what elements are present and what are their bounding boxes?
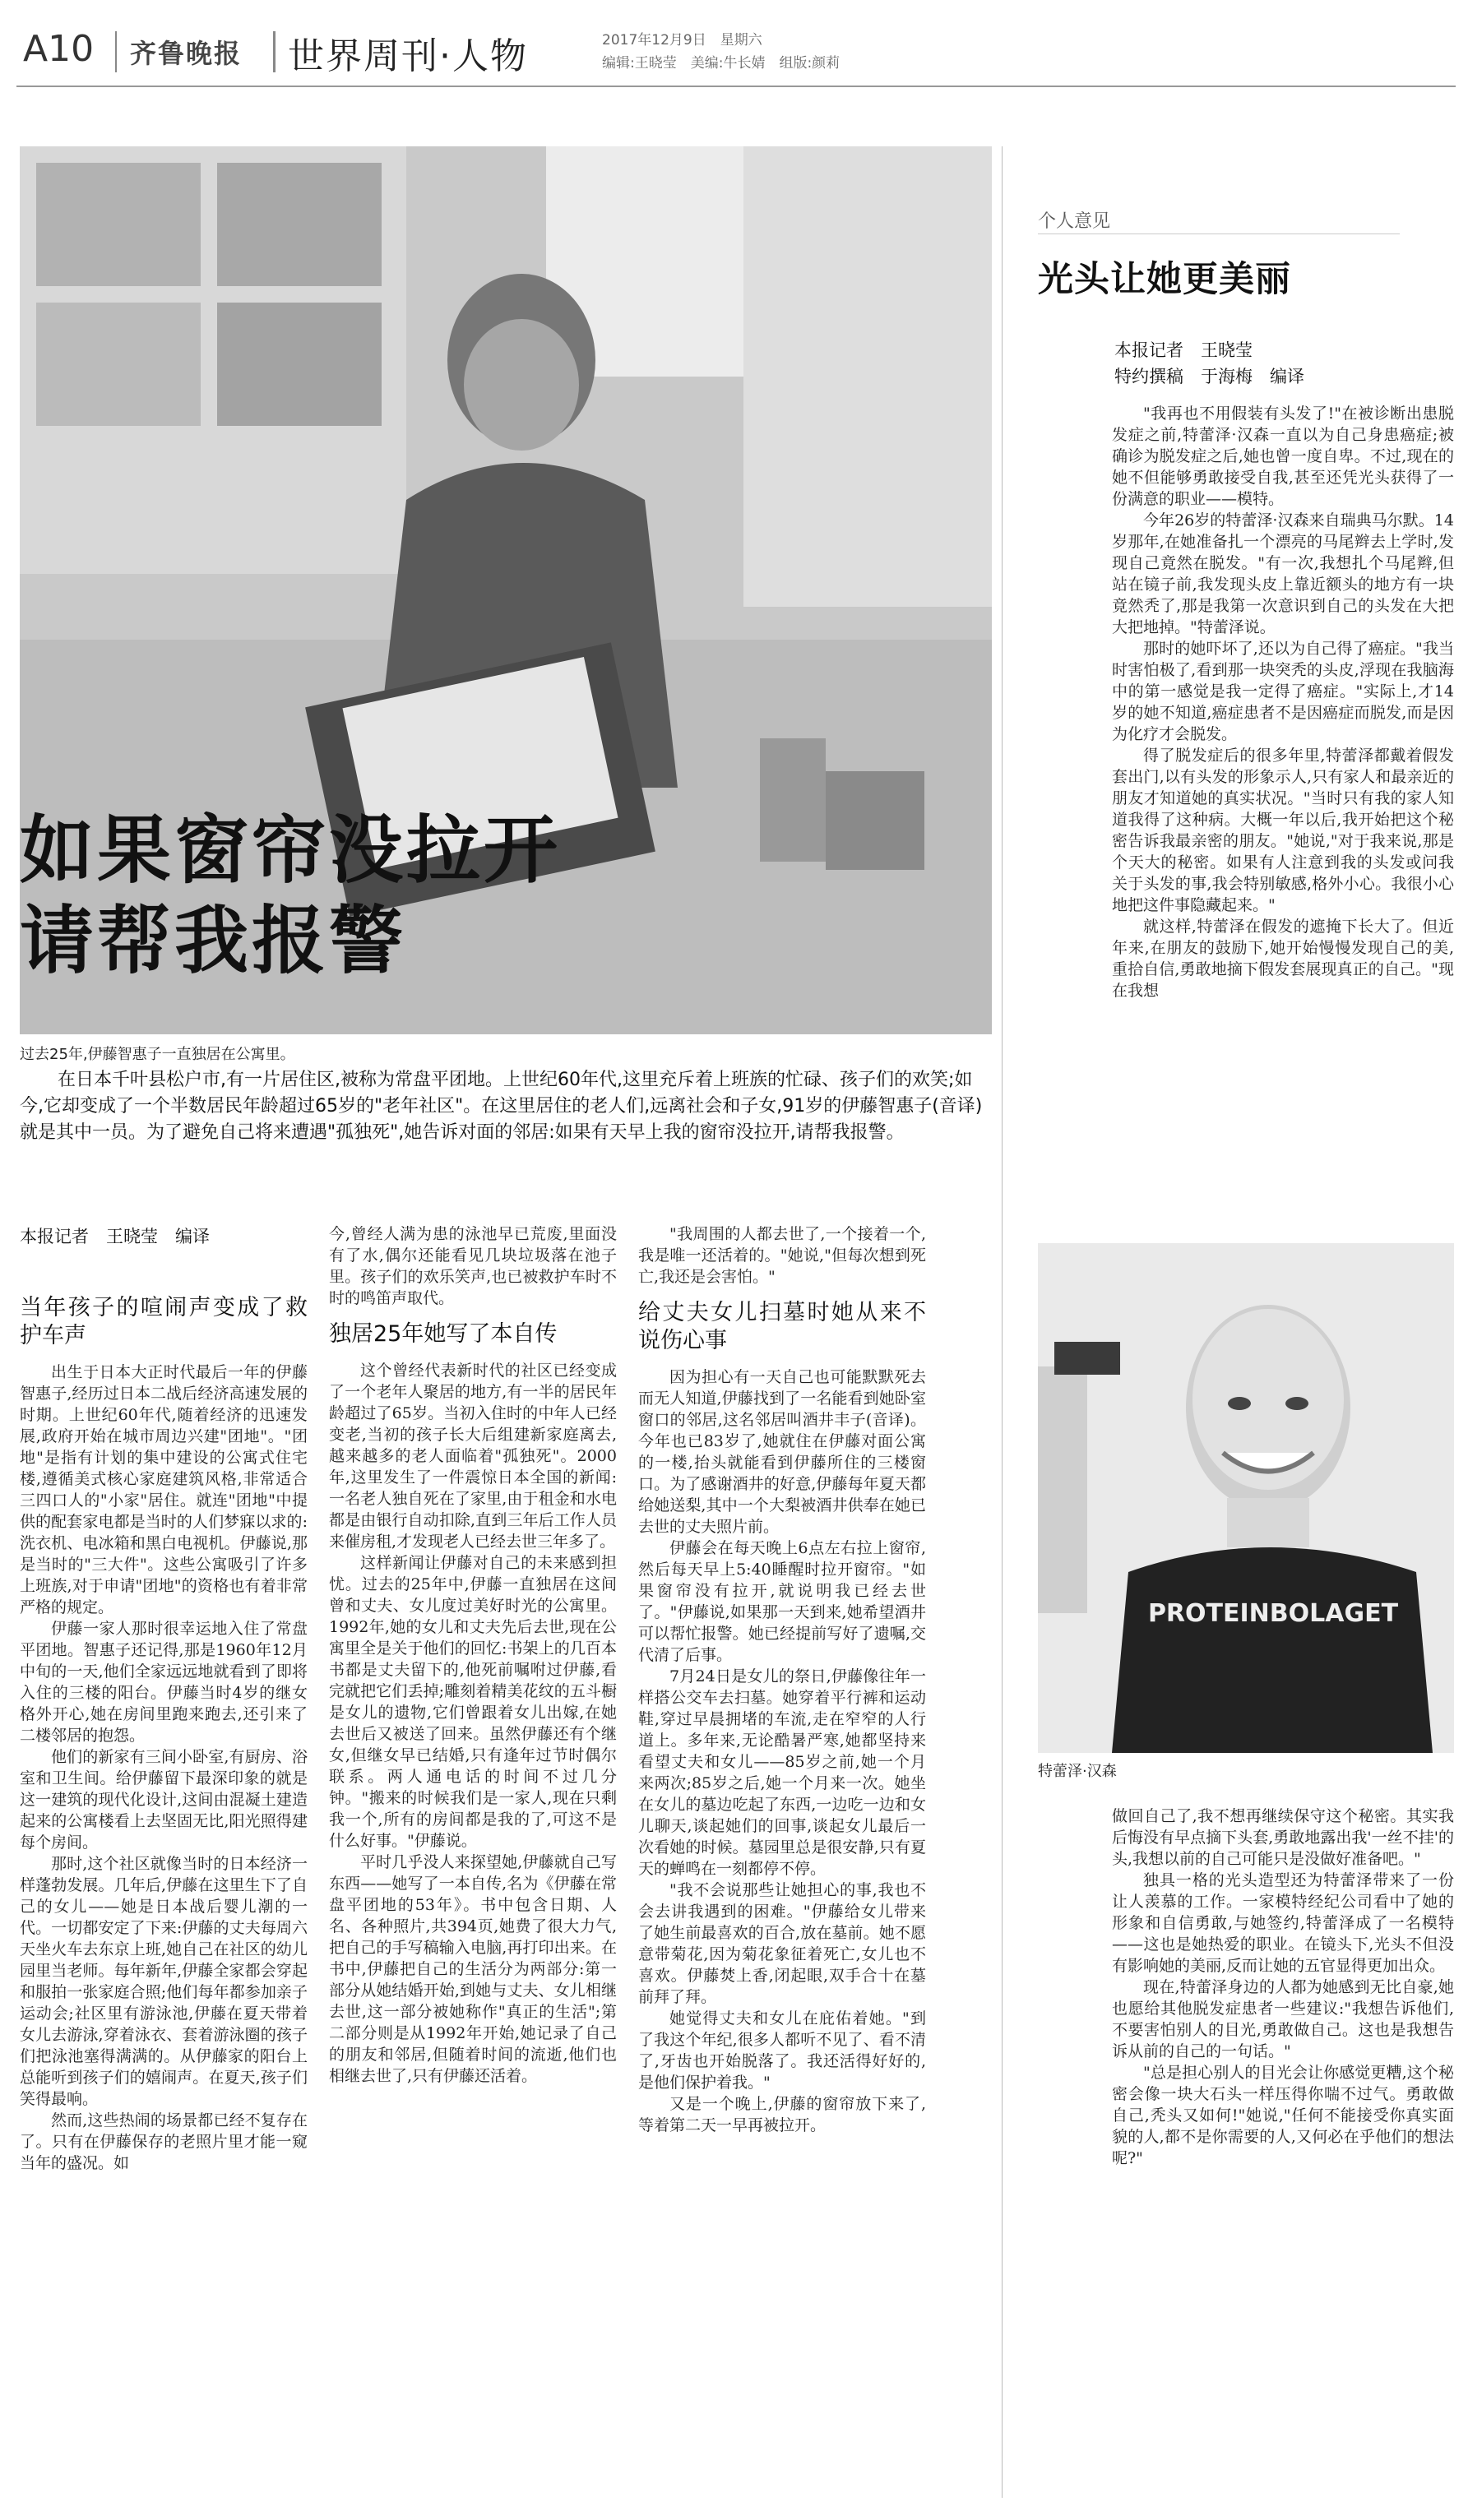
headline-line-1: 如果窗帘没拉开 [20,807,561,894]
paragraph: 出生于日本大正时代最后一年的伊藤智惠子,经历过日本二战后经济高速发展的时期。上世纪60年代,随着经济的迅速发展,政府开始在城市周边兴建"团地"。"团地"是指有计划的集中建设的公寓式住宅楼,遵循美式核心家庭建筑风格,非常适合三四口人的"小家"居住。就连"团地"中提供的配套家电都是当时的人们梦寐以求的:洗衣机、电冰箱和黑白电视机。伊藤说,那是当时的"三大件"。这些公寓吸引了许多上班族,对于申请"团地"的资格也有着非常严格的规定。 [20,1363,308,1616]
photo-caption: 特蕾泽·汉森 [1038,1763,1117,1780]
issue-date: 2017年12月9日 星期六 [602,32,762,49]
opinion-label: 个人意见 [1038,211,1111,232]
shirt-text: PROTEINBOLAGET [1147,1599,1399,1628]
paragraph: 做回自己了,我不想再继续保守这个秘密。其实我后悔没有早点摘下头套,勇敢地露出我'一丝不挂'的头,我想以前的自己可能只是没做好准备吧。" [1112,1807,1454,1868]
paragraph: 这个曾经代表新时代的社区已经变成了一个老年人聚居的地方,有一半的居民年龄超过了65岁。当初入住时的中年人已经变老,当初的孩子长大后组建新家庭离去,越来越多的老人面临着"孤独死"。2000年,这里发生了一件震惊日本全国的新闻:一名老人独自死在了家里,由于租金和水电都是由银行自动扣除,直到三年后工作人员来催房租,才发现老人已经去世三年多了。 [329,1362,617,1551]
paragraph: 7月24日是女儿的祭日,伊藤像往年一样搭公交车去扫墓。她穿着平行裤和运动鞋,穿过早晨拥堵的车流,走在窄窄的人行道上。多年来,无论酷暑严寒,她都坚持来看望丈夫和女儿——85岁之前,她一个月来两次;85岁之后,她一个月来一次。她坐在女儿的墓边吃起了东西,一边吃一边和女儿聊天,谈起她们的回事,谈起女儿最后一次看她的时候。墓园里总是很安静,只有夏天的蝉鸣在一刻都停不停。 [638,1667,926,1878]
paragraph: 平时几乎没人来探望她,伊藤就自己写东西——她写了一本自传,名为《伊藤在常盘平团地的53年》。书中包含日期、人名、各种照片,共394页,她费了很大力气,把自己的手写稿输入电脑,再打印出来。在书中,伊藤把自己的生活分为两部分:第一部分从她结婚开始,到她与丈夫、女儿相继去世,这一部分被她称作"真正的生活";第二部分则是从1992年开始,她记录了自己的朋友和邻居,但随着时间的流逝,他们也相继去世了,只有伊藤还活着。 [329,1853,617,2085]
paragraph: 她觉得丈夫和女儿在庇佑着她。"到了我这个年纪,很多人都听不见了、看不清了,牙齿也开始脱落了。我还活得好好的,是他们保护着我。" [638,2009,926,2092]
article-column-1 [20,1283,308,2499]
article-column-3 [638,1223,926,2499]
paragraph: 他们的新家有三间小卧室,有厨房、浴室和卫生间。给伊藤留下最深印象的就是这一建筑的现代化设计,这间由混凝土建造起来的公寓楼看上去坚固无比,阳光照得建每个房间。 [20,1748,308,1852]
paragraph: 然而,这些热闹的场景都已经不复存在了。只有在伊藤保存的老照片里才能一窥当年的盛况。如 [20,2111,308,2172]
paragraph: 得了脱发症后的很多年里,特蕾泽都戴着假发套出门,以有头发的形象示人,只有家人和最亲近的朋友才知道她的真实状况。"当时只有我的家人知道我得了这种病。大概一年以后,我开始把这个秘密告诉我最亲密的朋友。"她说,"对于我来说,那是个天大的秘密。如果有人注意到我的头发或问我关于头发的事,我会特别敏感,格外小心。我很小心地把这件事隐藏起来。" [1112,747,1454,914]
paragraph: 那时,这个社区就像当时的日本经济一样蓬勃发展。几年后,伊藤在这里生下了自己的女儿——她是日本战后婴儿潮的一代。一切都安定了下来:伊藤的丈夫每周六天坐火车去东京上班,她自己在社区的幼儿园里当老师。每年新年,伊藤全家都会穿起和服拍一张家庭合照;他们每年都参加亲子运动会;社区里有游泳池,伊藤在夏天带着女儿去游泳,穿着泳衣、套着游泳圈的孩子们把泳池塞得满满的。从伊藤家的阳台上总能听到孩子们的嬉闹声。在夏天,孩子们笑得最响。 [20,1855,308,2108]
subheading-2: 独居25年她写了本自传 [329,1321,558,1347]
newspaper-logo: 齐鲁晚报 [130,38,243,69]
header-rule [16,86,1456,87]
paragraph: "我再也不用假装有头发了!"在被诊断出患脱发症之前,特蕾泽·汉森一直以为自己身患癌症;被确诊为脱发症之后,她也曾一度自卑。不过,现在的她不但能够勇敢接受自我,甚至还凭光头获得了一份满意的职业——模特。 [1112,405,1454,508]
paragraph: 现在,特蕾泽身边的人都为她感到无比自豪,她也愿给其他脱发症患者一些建议:"我想告诉他们,不要害怕别人的目光,勇敢做自己。这也是我想告诉从前的自己的一句话。" [1112,1978,1454,2060]
paragraph: 今年26岁的特蕾泽·汉森来自瑞典马尔默。14岁那年,在她准备扎一个漂亮的马尾辫去上学时,发现自己竟然在脱发。"有一次,我想扎个马尾辫,但站在镜子前,我发现头皮上靠近额头的地方有一块竟然秃了,那是我第一次意识到自己的头发在大把大把地掉。"特蕾泽说。 [1112,511,1454,636]
editor-credits: 编辑:王晓莹 美编:牛长婧 组版:颜莉 [602,55,841,72]
photo-bald-model [1038,1243,1454,1753]
paragraph: 这样新闻让伊藤对自己的未来感到担忧。过去的25年中,伊藤一直独居在这间曾和丈夫、女儿度过美好时光的公寓里。1992年,她的女儿和丈夫先后去世,现在公寓里全是关于他们的回忆:书架上的几百本书都是丈夫留下的,他死前嘱咐过伊藤,看完就把它们丢掉;雕刻着精美花纹的五斗橱是女儿的遗物,它们曾跟着女儿出嫁,在她去世后又被送了回来。虽然伊藤还有个继女,但继女早已结婚,只有逢年过节时偶尔联系。两人通电话的时间不过几分钟。"搬来的时候我们是一家人,现在只剩我一个,所有的房间都是我的了,可这不是什么好事。"伊藤说。 [329,1554,617,1850]
paragraph: 独具一格的光头造型还为特蕾泽带来了一份让人羡慕的工作。一家模特经纪公司看中了她的形象和自信勇敢,与她签约,特蕾泽成了一名模特——这也是她热爱的职业。在镜头下,光头不但没有影响她的美丽,反而让她的五官显得更加出众。 [1112,1871,1454,1975]
subheading-1: 当年孩子的喧闹声变成了救护车声 [20,1295,308,1348]
article-column-2 [329,1223,617,2499]
paragraph: 今,曾经人满为患的泳池早已荒废,里面没有了水,偶尔还能看见几块垃圾落在池子里。孩子们的欢乐笑声,也已被救护车时不时的鸣笛声取代。 [329,1225,617,1307]
opinion-byline: 本报记者 王晓莹 [1114,340,1253,360]
paragraph: 因为担心有一天自己也可能默默死去而无人知道,伊藤找到了一名能看到她卧室窗口的邻居,这名邻居叫酒井丰子(音译)。今年也已83岁了,她就住在伊藤对面公寓的一楼,抬头就能看到伊藤所住的三楼窗口。为了感谢酒井的好意,伊藤每年夏天都给她送梨,其中一个大梨被酒井供奉在她已去世的丈夫照片前。 [638,1368,926,1536]
subheading-3: 给丈夫女儿扫墓时她从来不说伤心事 [638,1300,926,1353]
paragraph: "我不会说那些让她担心的事,我也不会去讲我遇到的困难。"伊藤给女儿带来了她生前最喜欢的百合,放在墓前。她不愿意带菊花,因为菊花象征着死亡,女儿也不喜欢。伊藤焚上香,闭起眼,双手合十在墓前拜了拜。 [638,1881,926,2006]
headline-line-2: 请帮我报警 [20,898,406,984]
page-number: A10 [23,28,95,70]
lead-paragraph: 在日本千叶县松户市,有一片居住区,被称为常盘平团地。上世纪60年代,这里充斥着上班族的忙碌、孩子们的欢笑;如今,它却变成了一个半数居民年龄超过65岁的"老年社区"。在这里居住的老人们,远离社会和子女,91岁的伊藤智惠子(音译)就是其中一员。为了避免自己将来遭遇"孤独死",她告诉对面的邻居:如果有天早上我的窗帘没拉开,请帮我报警。 [20,1070,983,1143]
opinion-column-bottom [1112,1806,1454,2500]
paragraph: "总是担心别人的目光会让你感觉更糟,这个秘密会像一块大石头一样压得你喘不过气。勇敢做自己,秃头又如何!"她说,"任何不能接受你真实面貌的人,都不是你需要的人,又何必在乎他们的想法呢?" [1112,2064,1454,2167]
header-divider [273,31,276,72]
opinion-title: 光头让她更美丽 [1038,259,1291,300]
header-divider [115,31,117,72]
paragraph: 就这样,特蕾泽在假发的遮掩下长大了。但近年来,在朋友的鼓励下,她开始慢慢发现自己的美,重拾自信,勇敢地摘下假发套展现真正的自己。"现在我想 [1112,918,1454,1000]
opinion-column-top [1112,403,1454,1233]
paragraph: 又是一个晚上,伊藤的窗帘放下来了,等着第二天一早再被拉开。 [638,2095,926,2134]
paragraph: "我周围的人都去世了,一个接着一个,我是唯一还活着的。"她说,"但每次想到死亡,我还是会害怕。" [638,1225,926,1286]
column-divider [1002,146,1003,2498]
photo-caption: 过去25年,伊藤智惠子一直独居在公寓里。 [20,1046,295,1063]
paragraph: 伊藤会在每天晚上6点左右拉上窗帘,然后每天早上5:40睡醒时拉开窗帘。"如果窗帘没有拉开,就说明我已经去世了。"伊藤说,如果那一天到来,她希望酒井可以帮忙报警。她已经提前写好了遗嘱,交代清了后事。 [638,1539,926,1664]
byline: 本报记者 王晓莹 编译 [20,1227,210,1246]
paragraph: 那时的她吓坏了,还以为自己得了癌症。"我当时害怕极了,看到那一块突秃的头皮,浮现在我脑海中的第一感觉是我一定得了癌症。"实际上,才14岁的她不知道,癌症患者不是因癌症而脱发,而是因为化疗才会脱发。 [1112,640,1454,743]
headline [20,806,561,987]
opinion-byline: 特约撰稿 于海梅 编译 [1114,367,1304,386]
paragraph: 伊藤一家人那时很幸运地入住了常盘平团地。智惠子还记得,那是1960年12月中旬的一天,他们全家远远地就看到了即将入住的三楼的阳台。伊藤当时4岁的继女格外开心,她在房间里跑来跑去,还引来了二楼邻居的抱怨。 [20,1620,308,1745]
section-title: 世界周刊·人物 [288,35,528,77]
